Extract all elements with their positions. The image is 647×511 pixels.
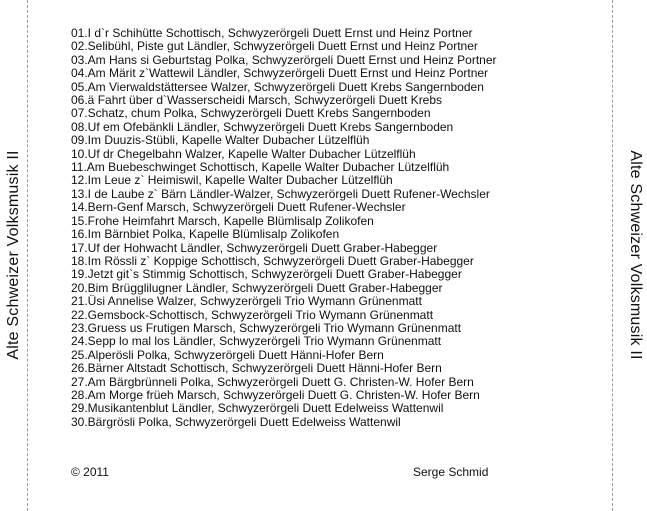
right-fold-line (612, 0, 613, 511)
track-item: 21.Üsi Annelise Walzer, Schwyzerörgeli Trio Wymann Grünenmatt (71, 294, 422, 309)
track-list (71, 27, 497, 429)
copyright-notice: © 2011 (71, 465, 109, 479)
track-item: 22.Gemsbock-Schottisch, Schwyzerörgeli Trio Wymann Grünenmatt (71, 307, 434, 322)
track-item: 14.Bern-Genf Marsch, Schwyzerörgeli Duett Rufener-Wechsler (71, 200, 406, 215)
track-item: 19.Jetzt git`s Stimmig Schottisch, Schwyzerörgeli Duett Graber-Habegger (71, 267, 462, 282)
right-spine-title: Alte Schweizer Volksmusik II (627, 150, 644, 360)
track-item: 02.Selibühl, Piste gut Ländler, Schwyzerörgeli Duett Ernst und Heinz Portner (71, 39, 478, 54)
track-item: 06.ä Fahrt über d`Wasserscheidi Marsch, Schwyzerörgeli Duett Krebs (71, 93, 443, 108)
track-item: 20.Bim Brügglilugner Ländler, Schwyzerörgeli Duett Graber-Habegger (71, 280, 443, 295)
track-item: 08.Uf em Ofebänkli Ländler, Schwyzerörgeli Duett Krebs Sangernboden (71, 119, 454, 134)
track-item: 12.Im Leue z` Heimiswil, Kapelle Walter Dubacher Lützelflüh (71, 173, 393, 188)
author-name: Serge Schmid (413, 465, 489, 479)
track-item: 24.Sepp lo mal los Ländler, Schwyzerörgeli Trio Wymann Grünenmatt (71, 334, 442, 349)
track-item: 03.Am Hans si Geburtstag Polka, Schwyzerörgeli Duett Ernst und Heinz Portner (71, 52, 497, 67)
track-item: 04.Am Märit z`Wattewil Ländler, Schwyzerörgeli Duett Ernst und Heinz Portner (71, 66, 489, 81)
left-fold-line (27, 0, 28, 511)
track-item: 23.Gruess us Frutigen Marsch, Schwyzerörgeli Trio Wymann Grünenmatt (71, 320, 462, 335)
track-item: 15.Frohe Heimfahrt Marsch, Kapelle Blümlisalp Zolikofen (71, 213, 374, 228)
track-item: 07.Schatz, chum Polka, Schwyzerörgeli Duett Krebs Sangernboden (71, 106, 431, 121)
track-item: 01.I d`r Schihütte Schottisch, Schwyzerörgeli Duett Ernst und Heinz Portner (71, 26, 473, 40)
track-item: 16.Im Bärnbiet Polka, Kapelle Blümlisalp Zolikofen (71, 227, 340, 242)
track-item: 27.Am Bärgbrünneli Polka, Schwyzerörgeli Duett G. Christen-W. Hofer Bern (71, 374, 474, 389)
track-item: 11.Am Buebeschwinget Schottisch, Kapelle Walter Dubacher Lützelflüh (71, 160, 450, 175)
track-item: 18.Im Rössli z` Koppige Schottisch, Schwyzerörgeli Duett Graber-Habegger (71, 253, 474, 268)
track-item: 28.Am Morge früeh Marsch, Schwyzerörgeli Duett G. Christen-W. Hofer Bern (71, 387, 480, 402)
track-item: 25.Alperösli Polka, Schwyzerörgeli Duett Hänni-Hofer Bern (71, 347, 384, 362)
track-item: 05.Am Vierwaldstättersee Walzer, Schwyzerörgeli Duett Krebs Sangernboden (71, 79, 484, 94)
track-item: 10.Uf dr Chegelbahn Walzer, Kapelle Walter Dubacher Lützelflüh (71, 146, 416, 161)
left-spine-title: Alte Schweizer Volksmusik II (5, 150, 22, 360)
track-item: 30.Bärgrösli Polka, Schwyzerörgeli Duett Edelweiss Wattenwil (71, 414, 401, 429)
track-item: 17.Uf der Hohwacht Ländler, Schwyzerörgeli Duett Graber-Habegger (71, 240, 438, 255)
track-item: 26.Bärner Altstadt Schottisch, Schwyzerörgeli Duett Hänni-Hofer Bern (71, 361, 442, 376)
track-item: 09.Im Duuzis-Stübli, Kapelle Walter Dubacher Lützelflüh (71, 133, 370, 148)
track-item: 13.I de Laube z` Bärn Ländler-Walzer, Schwyzerörgeli Duett Rufener-Wechsler (71, 186, 490, 201)
track-item: 29.Musikantenblut Ländler, Schwyzerörgeli Duett Edelweiss Wattenwil (71, 401, 444, 416)
